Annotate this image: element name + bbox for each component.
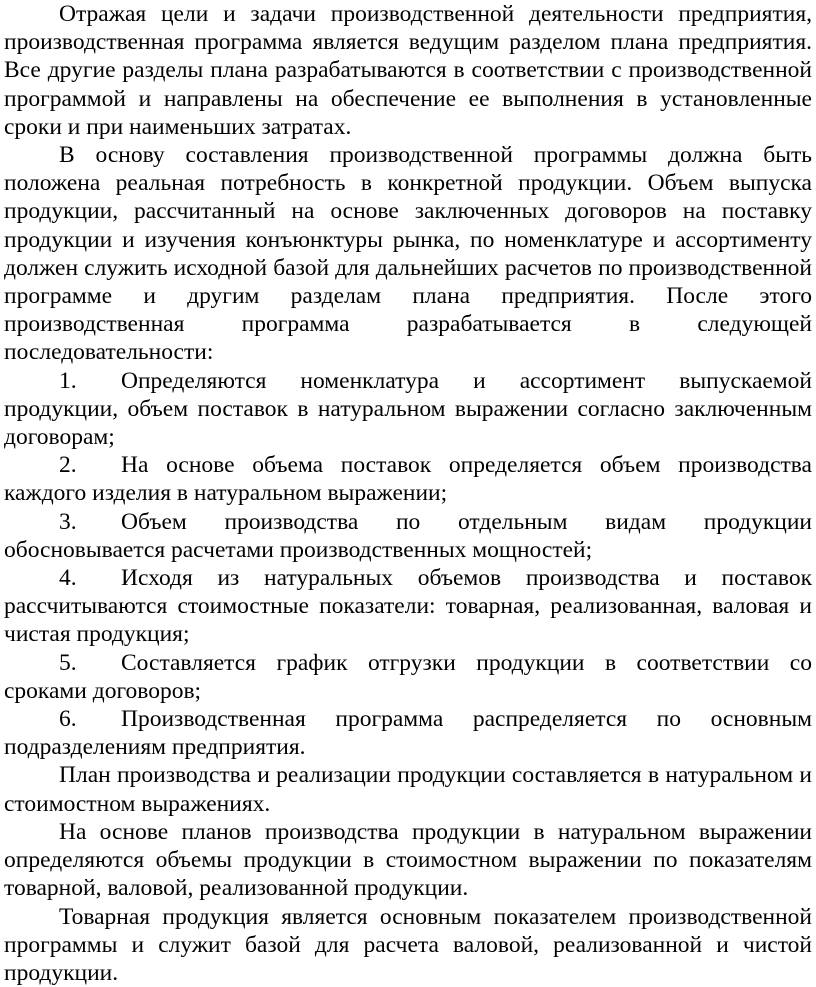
- list-item-text: Определяются номенклатура и ассортимент выпускаемой продукции, объем поставок в натуральном выражении согласно заключенным договорам;: [4, 368, 812, 450]
- list-item: [4, 451, 812, 507]
- list-item-text: На основе объема поставок определяется объем производства каждого изделия в натуральном выражении;: [4, 452, 812, 506]
- paragraph-commodity: Товарная продукция является основным показателем производственной программы и служит базой для расчета валовой, реализованной и чистой продукции.: [4, 903, 812, 987]
- list-item-number: 1.: [59, 367, 121, 395]
- list-item-text: Производственная программа распределяется по основным подразделениям предприятия.: [4, 706, 812, 760]
- paragraph-value: На основе планов производства продукции в натуральном выражении определяются объемы продукции в стоимостном выражении по показателям товарной, валовой, реализованной продукции.: [4, 818, 812, 903]
- list-item-number: 5.: [59, 649, 121, 677]
- paragraph-intro: Отражая цели и задачи производственной деятельности предприятия, производственная программа является ведущим разделом плана предприятия. Все другие разделы плана разрабатываются в соответствии с производственной программой и направлены на обеспечение ее выполнения в установленные сроки и при наименьших затратах.: [4, 0, 812, 141]
- list-item-text: Исходя из натуральных объемов производства и поставок рассчитываются стоимостные показатели: товарная, реализованная, валовая и чистая продукция;: [4, 565, 812, 647]
- list-item-text: Составляется график отгрузки продукции в соответствии со сроками договоров;: [4, 650, 812, 704]
- list-item-number: 6.: [59, 705, 121, 733]
- paragraph-basis: В основу составления производственной программы должна быть положена реальная потребность в конкретной продукции. Объем выпуска продукции, рассчитанный на основе заключенных договоров на поставку продукции и изучения конъюнктуры рынка, по номенклатуре и ассортименту должен служить исходной базой для дальнейших расчетов по производственной программе и другим разделам плана предприятия. После этого производственная программа разрабатывается в следующей последовательности:: [4, 141, 812, 367]
- list-item-number: 2.: [59, 451, 121, 479]
- list-item-text: Объем производства по отдельным видам продукции обосновывается расчетами производственных мощностей;: [4, 509, 812, 563]
- list-item-number: 3.: [59, 508, 121, 536]
- list-item: [4, 367, 812, 452]
- list-item: [4, 508, 812, 564]
- list-item-number: 4.: [59, 564, 121, 592]
- list-item: [4, 564, 812, 649]
- list-item: [4, 649, 812, 705]
- list-item: [4, 705, 812, 761]
- paragraph-plan: План производства и реализации продукции составляется в натуральном и стоимостном выражениях.: [4, 761, 812, 817]
